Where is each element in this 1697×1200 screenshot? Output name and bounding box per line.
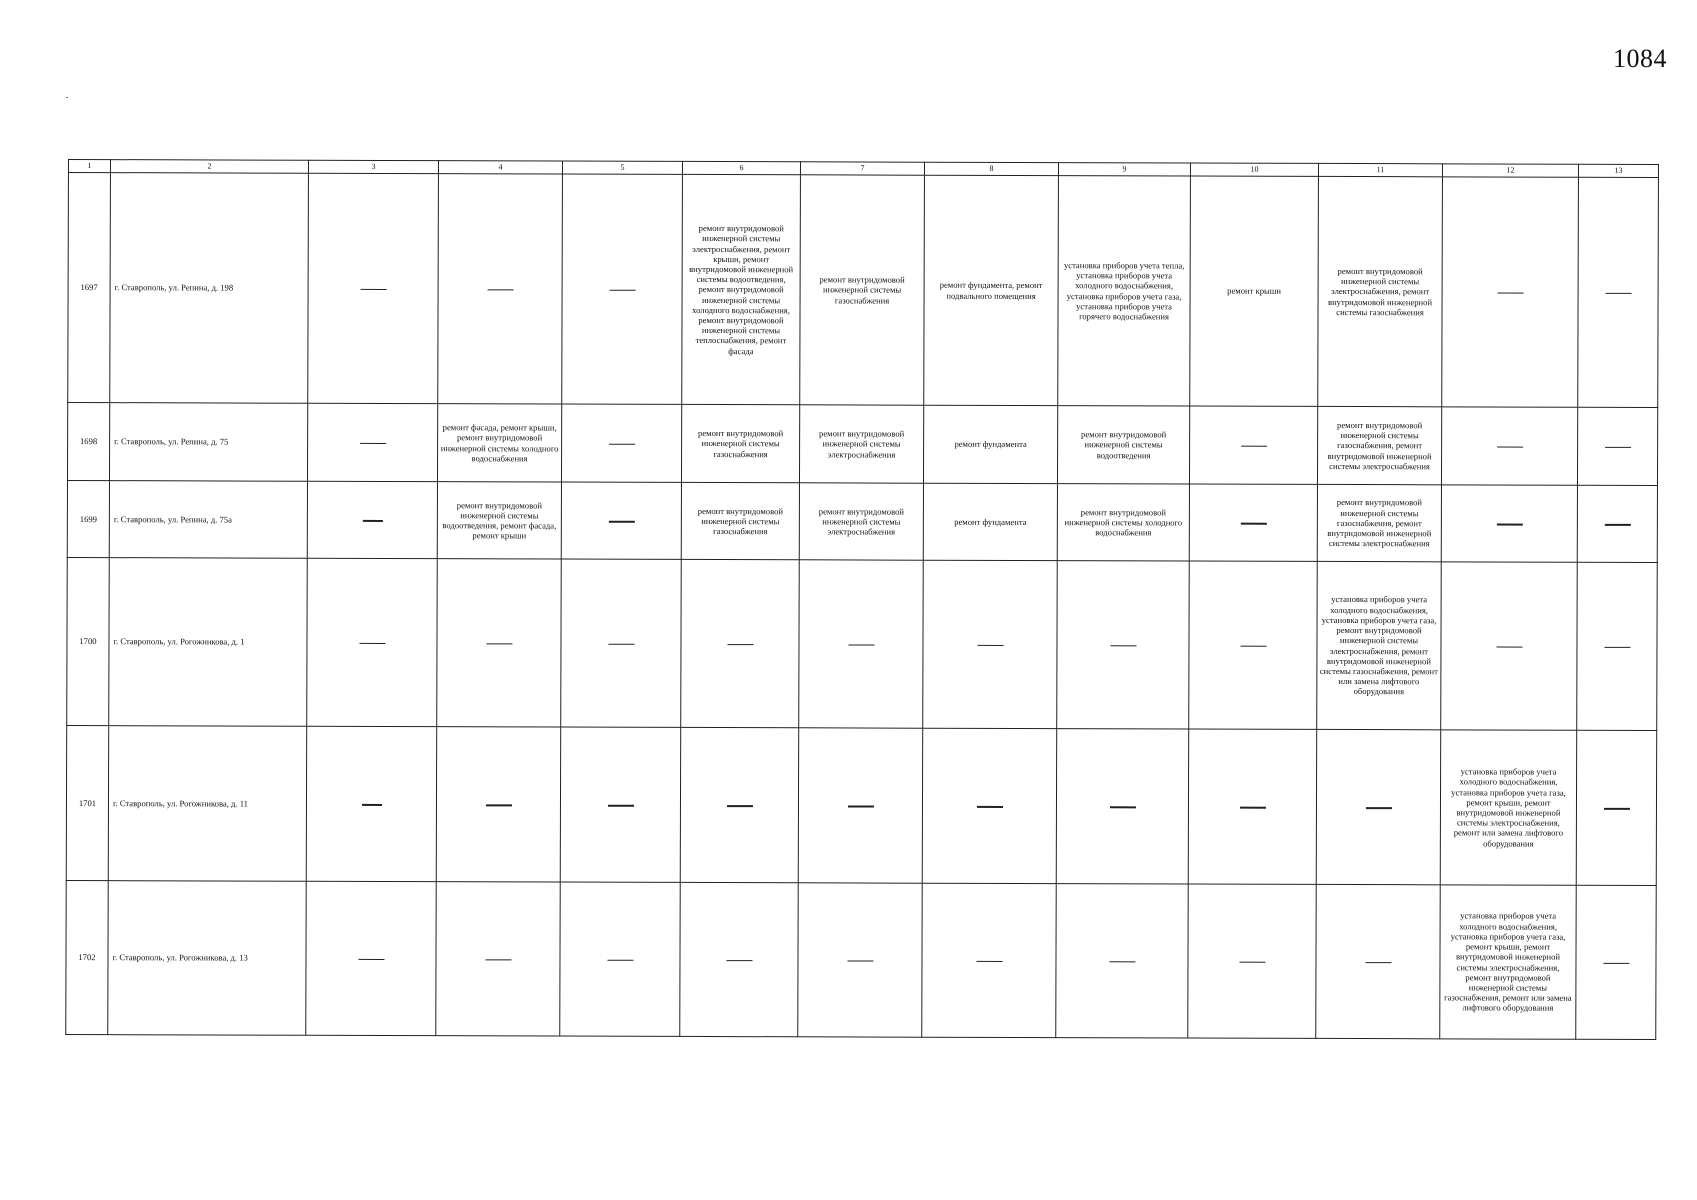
column-header: 10 bbox=[1190, 163, 1318, 176]
column-header: 12 bbox=[1442, 164, 1578, 177]
cell-c9 bbox=[1057, 561, 1190, 729]
dash-mark bbox=[362, 520, 382, 522]
cell-c10 bbox=[1189, 484, 1317, 561]
dash-mark bbox=[1365, 807, 1391, 809]
dash-mark bbox=[1496, 524, 1522, 526]
column-header: 11 bbox=[1318, 163, 1442, 176]
table-row bbox=[67, 557, 1658, 730]
cell-c5 bbox=[561, 482, 681, 559]
dash-mark bbox=[847, 806, 873, 808]
dash-mark bbox=[976, 961, 1002, 963]
cell-c13 bbox=[1578, 177, 1659, 407]
cell-c11: ремонт внутридомовой инженерной системы газоснабжения, ремонт внутридомовой инженерной системы электроснабжения bbox=[1317, 484, 1441, 561]
dash-mark bbox=[1241, 445, 1267, 447]
cell-c6: ремонт внутридомовой инженерной системы электроснабжения, ремонт крыши, ремонт внутридомовой инженерной системы водоотведения, ремонт внутридомовой инженерной системы холодного водоснабжения, ремонт внутридомовой инженерной системы теплоснабжения, ремонт фасада bbox=[682, 174, 801, 404]
dash-mark bbox=[1240, 645, 1266, 647]
cell-c3 bbox=[307, 481, 437, 558]
cell-c9: ремонт внутридомовой инженерной системы холодного водоснабжения bbox=[1057, 484, 1189, 561]
dash-mark bbox=[977, 645, 1003, 647]
cell-c9: установка приборов учета тепла, установка приборов учета холодного водоснабжения, установка приборов учета газа, установка приборов учета горячего водоснабжения bbox=[1058, 176, 1191, 406]
cell-c12 bbox=[1442, 177, 1579, 407]
repair-schedule-table bbox=[65, 159, 1659, 1040]
dash-mark bbox=[848, 644, 874, 646]
cell-c6 bbox=[680, 882, 798, 1036]
cell-c4 bbox=[436, 727, 560, 882]
column-header: 2 bbox=[110, 160, 308, 174]
cell-c11 bbox=[1316, 729, 1440, 884]
cell-c5 bbox=[562, 174, 683, 404]
cell-c3 bbox=[307, 403, 437, 481]
cell-c6 bbox=[680, 727, 798, 882]
cell-c6: ремонт внутридомовой инженерной системы газоснабжения bbox=[681, 404, 799, 482]
cell-c12 bbox=[1441, 407, 1577, 485]
row-address: г. Ставрополь, ул. Репина, д. 75 bbox=[109, 403, 307, 482]
dash-mark bbox=[361, 804, 381, 806]
dash-mark bbox=[1110, 645, 1136, 647]
dash-mark bbox=[359, 643, 385, 645]
dash-mark bbox=[1605, 293, 1631, 295]
column-header: 6 bbox=[682, 161, 800, 174]
dash-mark bbox=[1239, 961, 1265, 963]
row-number: 1701 bbox=[66, 725, 108, 880]
cell-c13 bbox=[1577, 562, 1658, 730]
dash-mark bbox=[727, 644, 753, 646]
cell-c4: ремонт фасада, ремонт крыши, ремонт внутридомовой инженерной системы холодного водоснабжения bbox=[437, 404, 561, 482]
cell-c8 bbox=[922, 728, 1056, 883]
table-row bbox=[67, 403, 1657, 486]
dash-mark bbox=[1605, 447, 1631, 449]
row-number: 1702 bbox=[66, 880, 108, 1034]
cell-c4 bbox=[437, 559, 562, 727]
page-number: 1084 bbox=[1613, 44, 1667, 73]
cell-c11: ремонт внутридомовой инженерной системы электроснабжения, ремонт внутридомовой инженерной системы газоснабжения bbox=[1318, 176, 1443, 406]
cell-c13 bbox=[1577, 407, 1657, 485]
cell-c10 bbox=[1188, 884, 1316, 1038]
dash-mark bbox=[1497, 446, 1523, 448]
cell-c4: ремонт внутридомовой инженерной системы водоотведения, ремонт фасада, ремонт крыши bbox=[437, 482, 561, 559]
row-address: г. Ставрополь, ул. Рогожникова, д. 1 bbox=[109, 558, 308, 727]
dash-mark bbox=[609, 289, 635, 291]
cell-c4 bbox=[438, 174, 563, 404]
cell-c8: ремонт фундамента bbox=[923, 405, 1057, 483]
column-header: 5 bbox=[562, 161, 682, 174]
dash-mark bbox=[1604, 646, 1630, 648]
cell-c10 bbox=[1189, 561, 1318, 729]
cell-c13 bbox=[1576, 885, 1656, 1039]
cell-c5 bbox=[561, 559, 682, 727]
cell-c10: ремонт крыши bbox=[1190, 176, 1319, 406]
cell-c8 bbox=[922, 883, 1056, 1037]
cell-c3 bbox=[306, 881, 436, 1035]
cell-c12: установка приборов учета холодного водоснабжения, установка приборов учета газа, ремонт крыши, ремонт внутридомовой инженерной системы электроснабжения, ремонт или замена лифтового оборудования bbox=[1440, 730, 1576, 885]
cell-c11: ремонт внутридомовой инженерной системы газоснабжения, ремонт внутридомовой инженерной системы электроснабжения bbox=[1317, 406, 1441, 484]
dash-mark bbox=[487, 289, 513, 291]
dash-mark bbox=[607, 959, 633, 961]
cell-c13 bbox=[1577, 485, 1657, 562]
cell-c13 bbox=[1576, 730, 1656, 885]
dash-mark bbox=[1603, 962, 1629, 964]
dash-mark bbox=[608, 521, 634, 523]
dash-mark bbox=[1497, 292, 1523, 294]
row-address: г. Ставрополь, ул. Репина, д. 198 bbox=[110, 173, 309, 404]
cell-c10 bbox=[1188, 729, 1316, 884]
cell-c8 bbox=[923, 560, 1058, 728]
dash-mark bbox=[726, 805, 752, 807]
row-address: г. Ставрополь, ул. Рогожникова, д. 11 bbox=[108, 726, 306, 882]
cell-c9 bbox=[1056, 884, 1188, 1038]
dash-mark bbox=[1496, 646, 1522, 648]
column-header: 8 bbox=[924, 162, 1058, 175]
cell-c11 bbox=[1316, 884, 1440, 1038]
cell-c4 bbox=[436, 882, 560, 1036]
cell-c5 bbox=[561, 404, 681, 482]
cell-c7 bbox=[798, 728, 922, 883]
cell-c5 bbox=[560, 727, 680, 882]
cell-c8: ремонт фундамента bbox=[923, 483, 1057, 560]
cell-c3 bbox=[308, 173, 439, 403]
dash-mark bbox=[609, 443, 635, 445]
cell-c8: ремонт фундамента, ремонт подвального помещения bbox=[924, 175, 1059, 405]
dash-mark bbox=[1603, 808, 1629, 810]
cell-c12 bbox=[1441, 485, 1577, 562]
dash-mark bbox=[485, 804, 511, 806]
cell-c10 bbox=[1189, 406, 1317, 484]
dash-mark bbox=[1239, 807, 1265, 809]
cell-c7 bbox=[799, 560, 924, 728]
cell-c12: установка приборов учета холодного водоснабжения, установка приборов учета газа, ремонт крыши, ремонт внутридомовой инженерной системы электроснабжения, ремонт внутридомовой инженерной системы газоснабжения, ремонт или замена лифтового оборудования bbox=[1440, 885, 1576, 1039]
cell-c9: ремонт внутридомовой инженерной системы водоотведения bbox=[1057, 406, 1189, 484]
table-row bbox=[67, 480, 1657, 562]
cell-c3 bbox=[307, 558, 438, 726]
column-header: 4 bbox=[438, 161, 562, 174]
dash-mark bbox=[608, 643, 634, 645]
dash-mark bbox=[1109, 961, 1135, 963]
row-number: 1700 bbox=[67, 557, 110, 725]
row-address: г. Ставрополь, ул. Репина, д. 75а bbox=[109, 481, 307, 559]
cell-c3 bbox=[306, 726, 436, 881]
cell-c6: ремонт внутридомовой инженерной системы газоснабжения bbox=[681, 482, 799, 559]
dash-mark bbox=[1604, 524, 1630, 526]
cell-c7: ремонт внутридомовой инженерной системы газоснабжения bbox=[800, 175, 925, 405]
dash-mark bbox=[1240, 523, 1266, 525]
table-row bbox=[66, 880, 1656, 1039]
cell-c11: установка приборов учета холодного водоснабжения, установка приборов учета газа, ремонт внутридомовой инженерной системы электроснабжения, ремонт внутридомовой инженерной системы газоснабжения, ремонт или замена лифтового оборудования bbox=[1317, 561, 1442, 729]
cell-c9 bbox=[1056, 729, 1188, 884]
column-header: 9 bbox=[1058, 163, 1190, 176]
cell-c7: ремонт внутридомовой инженерной системы электроснабжения bbox=[799, 483, 923, 560]
cell-c12 bbox=[1441, 562, 1578, 730]
cell-c7: ремонт внутридомовой инженерной системы электроснабжения bbox=[799, 405, 923, 483]
column-header: 7 bbox=[800, 162, 924, 175]
scan-speck bbox=[66, 97, 68, 98]
cell-c7 bbox=[798, 883, 922, 1037]
dash-mark bbox=[847, 960, 873, 962]
dash-mark bbox=[726, 960, 752, 962]
table-row bbox=[68, 173, 1659, 408]
cell-c5 bbox=[560, 882, 680, 1036]
column-header: 1 bbox=[68, 160, 110, 173]
row-number: 1698 bbox=[67, 403, 109, 481]
dash-mark bbox=[485, 959, 511, 961]
column-header: 3 bbox=[308, 160, 438, 173]
dash-mark bbox=[486, 643, 512, 645]
cell-c6 bbox=[681, 559, 800, 727]
dash-mark bbox=[360, 289, 386, 291]
dash-mark bbox=[1109, 806, 1135, 808]
dash-mark bbox=[1365, 962, 1391, 964]
column-header: 13 bbox=[1578, 164, 1658, 177]
row-number: 1699 bbox=[67, 480, 109, 557]
dash-mark bbox=[976, 806, 1002, 808]
dash-mark bbox=[607, 805, 633, 807]
row-number: 1697 bbox=[68, 173, 111, 403]
dash-mark bbox=[358, 959, 384, 961]
row-address: г. Ставрополь, ул. Рогожникова, д. 13 bbox=[108, 881, 306, 1036]
dash-mark bbox=[360, 443, 386, 445]
table-row bbox=[66, 725, 1656, 885]
